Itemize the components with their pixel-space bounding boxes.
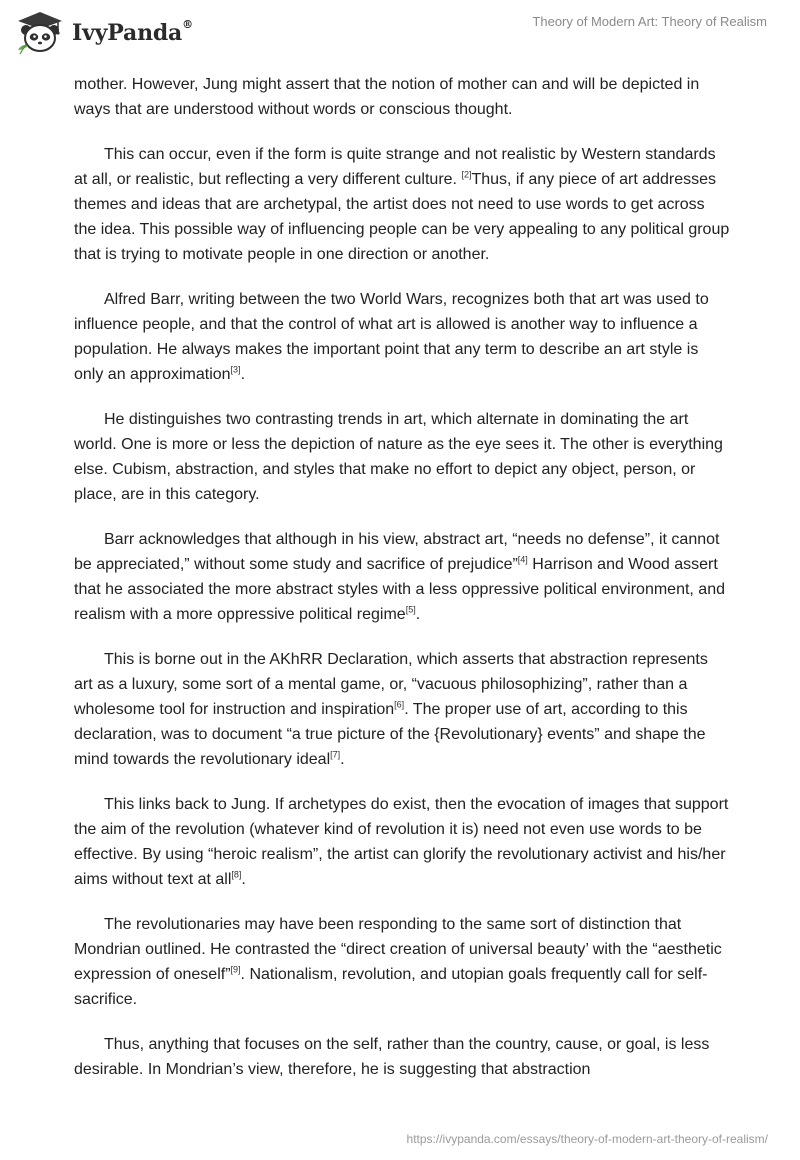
paragraph	[74, 792, 730, 892]
panda-graduate-icon	[14, 10, 66, 56]
paragraph	[74, 72, 730, 122]
paragraph-text: .	[241, 871, 246, 888]
paragraph-text: Thus, anything that focuses on the self, rather than the country, cause, or goal, is less desirable. In Mondrian’s view, therefore, he is suggesting that abstraction	[74, 1036, 710, 1078]
paragraph-text: He distinguishes two contrasting trends in art, which alternate in dominating the art world. One is more or less the depiction of nature as the eye sees it. The other is everything else. Cubism, abstraction, and styles that make no effort to depict any object, person, or place, are in this category.	[74, 411, 723, 503]
paragraph-text: Alfred Barr, writing between the two World Wars, recognizes both that art was used to influence people, and that the control of what art is allowed is another way to influence a population. He always makes the important point that any term to describe an art style is only an approximation	[74, 291, 709, 383]
paragraph	[74, 647, 730, 772]
footnote-ref[interactable]: [7]	[330, 749, 341, 760]
paragraph-text: mother. However, Jung might assert that the notion of mother can and will be depicted in ways that are understood without words or conscious thought.	[74, 76, 700, 118]
document-title: Theory of Modern Art: Theory of Realism	[532, 14, 767, 29]
footnote-ref[interactable]: [4]	[517, 554, 528, 565]
paragraph-text: .	[240, 366, 246, 383]
paragraph-text: This is borne out in the AKhRR Declaration, which asserts that abstraction represents art as a luxury, some sort of a mental game, or, “vacuous philosophizing”, rather than a wholesome tool for instruction and inspiration	[74, 651, 708, 718]
brand-name: IvyPanda®	[72, 18, 193, 46]
footnote-ref[interactable]: [8]	[231, 869, 242, 880]
footnote-ref[interactable]: [6]	[394, 699, 405, 710]
footnote-ref[interactable]: [2]	[461, 169, 472, 180]
paragraph	[74, 142, 730, 267]
source-url[interactable]: https://ivypanda.com/essays/theory-of-modern-art-theory-of-realism/	[406, 1132, 768, 1146]
paragraph-text: Barr acknowledges that although in his view, abstract art, “needs no defense”, it cannot be appreciated,” without some study and sacrifice of prejudice”	[74, 531, 720, 573]
paragraph-text: . The proper use of art, according to this declaration, was to document “a true picture of the {Revolutionary} events” and shape the mind towards the revolutionary ideal	[74, 701, 706, 768]
essay-body	[74, 72, 730, 1102]
page-header	[0, 0, 800, 70]
footnote-ref[interactable]: [5]	[405, 604, 416, 615]
paragraph	[74, 407, 730, 507]
paragraph-text: This can occur, even if the form is quite strange and not realistic by Western standards at all, or realistic, but reflecting a very different culture.	[74, 146, 716, 188]
paragraph-text: .	[340, 751, 345, 768]
paragraph-text: Thus, if any piece of art addresses themes and ideas that are archetypal, the artist does not need to use words to get across the idea. This possible way of influencing people can be very appealing to any political group that is trying to motivate people in one direction or another.	[74, 171, 730, 263]
ivypanda-logo[interactable]	[14, 10, 193, 56]
paragraph	[74, 912, 730, 1012]
paragraph-text: . Nationalism, revolution, and utopian goals frequently call for self-sacrifice.	[74, 966, 708, 1008]
paragraph	[74, 287, 730, 387]
paragraph	[74, 527, 730, 627]
paragraph-text: This links back to Jung. If archetypes do exist, then the evocation of images that support the aim of the revolution (whatever kind of revolution it is) need not even use words to be effective. By using “heroic realism”, the artist can glorify the revolutionary activist and his/her aims without text at all	[74, 796, 729, 888]
footnote-ref[interactable]: [3]	[230, 364, 241, 375]
paragraph-text: Harrison and Wood assert that he associated the more abstract styles with a less oppressive political environment, and realism with a more oppressive political regime	[74, 556, 725, 623]
paragraph-text: The revolutionaries may have been responding to the same sort of distinction that Mondrian outlined. He contrasted the “direct creation of universal beauty’ with the “aesthetic expression of oneself”	[74, 916, 722, 983]
paragraph-text: .	[415, 606, 421, 623]
footnote-ref[interactable]: [9]	[230, 964, 241, 975]
paragraph	[74, 1032, 730, 1082]
